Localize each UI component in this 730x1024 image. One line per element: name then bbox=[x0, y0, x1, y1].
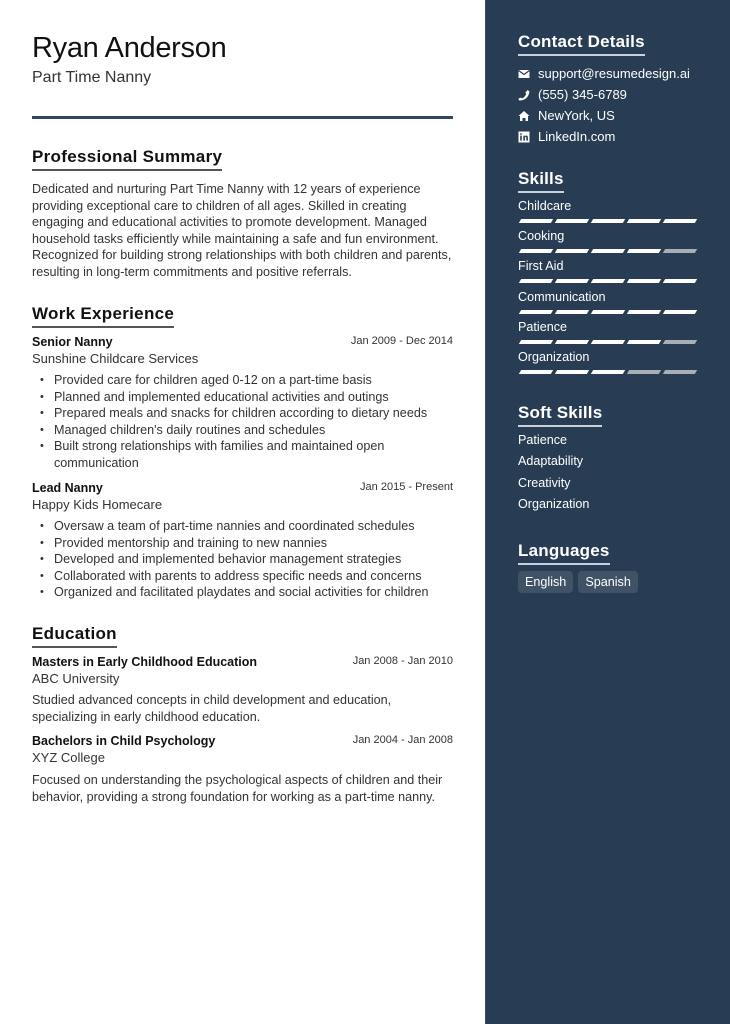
skill-name: Communication bbox=[518, 289, 606, 304]
bullet-item: • Provided care for children aged 0-12 on a part-time basis bbox=[54, 372, 459, 389]
languages-list bbox=[518, 571, 638, 593]
skill-segment bbox=[591, 310, 625, 314]
skill-segment bbox=[555, 219, 589, 223]
degree-title: Bachelors in Child Psychology bbox=[32, 734, 216, 748]
skill-segment bbox=[555, 249, 589, 253]
skill-level-bar bbox=[520, 219, 696, 223]
bullet-item: • Developed and implemented behavior management strategies bbox=[54, 551, 459, 568]
contact-phone[interactable] bbox=[518, 87, 627, 102]
skill-segment bbox=[591, 219, 625, 223]
contact-email[interactable] bbox=[518, 66, 690, 81]
skill-segment bbox=[627, 219, 661, 223]
skill-segment bbox=[627, 249, 661, 253]
job-bullets bbox=[54, 518, 459, 601]
skill-name: Organization bbox=[518, 350, 590, 364]
skill-segment bbox=[591, 279, 625, 283]
skills-heading: Skills bbox=[518, 169, 564, 193]
language-chip: English bbox=[518, 571, 573, 593]
skill-level-bar bbox=[520, 340, 696, 344]
job-bullets bbox=[54, 372, 459, 472]
skill-segment bbox=[555, 370, 589, 374]
soft-skill-name: Adaptability bbox=[518, 454, 584, 469]
skill-segment bbox=[663, 370, 697, 374]
skill-segment bbox=[519, 370, 553, 374]
languages-heading: Languages bbox=[518, 541, 610, 565]
school-name: XYZ College bbox=[32, 750, 105, 765]
experience-heading: Work Experience bbox=[32, 304, 174, 328]
candidate-title: Part Time Nanny bbox=[32, 69, 152, 86]
contact-linkedin[interactable] bbox=[518, 129, 615, 144]
language-chip: Spanish bbox=[578, 571, 638, 593]
skill-segment bbox=[555, 279, 589, 283]
skill-segment bbox=[591, 340, 625, 344]
skill-segment bbox=[519, 279, 553, 283]
bullet-item: • Prepared meals and snacks for children according to dietary needs bbox=[54, 405, 459, 422]
skill-segment bbox=[519, 249, 553, 253]
contact-location bbox=[518, 108, 615, 123]
job-date: Jan 2009 - Dec 2014 bbox=[350, 335, 453, 347]
soft-skill-name: Creativity bbox=[518, 475, 571, 490]
degree-title: Masters in Early Childhood Education bbox=[32, 655, 258, 669]
job-company: Sunshine Childcare Services bbox=[32, 351, 199, 366]
education-heading: Education bbox=[32, 624, 117, 648]
skill-segment bbox=[663, 340, 697, 344]
job-title: Senior Nanny bbox=[32, 335, 113, 349]
education-date: Jan 2004 - Jan 2008 bbox=[352, 734, 453, 746]
envelope-icon bbox=[518, 68, 530, 80]
bullet-item: • Built strong relationships with families and maintained open communication bbox=[54, 438, 424, 471]
contact-linkedin-text: LinkedIn.com bbox=[538, 129, 616, 144]
skill-name: Cooking bbox=[518, 229, 565, 244]
education-description: Focused on understanding the psychological aspects of children and their behavior, providing a strong foundation for working as a part-time nanny. bbox=[32, 773, 443, 804]
phone-icon bbox=[518, 89, 530, 101]
skill-level-bar bbox=[520, 279, 696, 283]
summary-heading: Professional Summary bbox=[32, 147, 222, 171]
skill-name: Patience bbox=[518, 319, 568, 334]
skill-level-bar bbox=[520, 249, 696, 253]
skill-segment bbox=[519, 219, 553, 223]
home-icon bbox=[518, 110, 530, 122]
bullet-item: • Provided mentorship and training to new nannies bbox=[54, 535, 459, 552]
skill-name: Childcare bbox=[518, 199, 572, 213]
job-title: Lead Nanny bbox=[32, 481, 103, 495]
job-date: Jan 2015 - Present bbox=[360, 481, 453, 493]
skill-segment bbox=[663, 249, 697, 253]
skill-name: First Aid bbox=[518, 259, 564, 274]
skill-segment bbox=[663, 279, 697, 283]
bullet-item: • Organized and facilitated playdates and social activities for children bbox=[54, 584, 459, 601]
skill-segment bbox=[555, 340, 589, 344]
contact-phone-text: (555) 345-6789 bbox=[538, 87, 627, 102]
skill-segment bbox=[663, 219, 697, 223]
school-name: ABC University bbox=[32, 671, 120, 686]
skill-segment bbox=[663, 310, 697, 314]
contact-heading: Contact Details bbox=[518, 32, 645, 56]
skill-level-bar bbox=[520, 370, 696, 374]
skill-segment bbox=[591, 370, 625, 374]
job-company: Happy Kids Homecare bbox=[32, 497, 163, 512]
skill-level-bar bbox=[520, 310, 696, 314]
linkedin-icon bbox=[518, 131, 530, 143]
candidate-name: Ryan Anderson bbox=[32, 32, 227, 64]
skill-segment bbox=[627, 310, 661, 314]
contact-location-text: NewYork, US bbox=[538, 108, 615, 123]
contact-email-text: support@resumedesign.ai bbox=[538, 66, 690, 81]
education-description: Studied advanced concepts in child development and education, specializing in early childhood education. bbox=[32, 693, 392, 724]
soft-skill-name: Patience bbox=[518, 433, 568, 447]
soft-skills-heading: Soft Skills bbox=[518, 403, 602, 427]
summary-text: Dedicated and nurturing Part Time Nanny with 12 years of experience providing exceptional care to children of all ages. Skilled in creating engaging and educational activities to promote development. Managed household tasks efficiently while maintaining a safe and fun environment. Recognized for building strong relationships with both children and parents, resulting in long-term commitments and positive referrals. bbox=[32, 182, 452, 279]
bullet-item: • Managed children's daily routines and schedules bbox=[54, 422, 459, 439]
bullet-item: • Planned and implemented educational activities and outings bbox=[54, 389, 459, 406]
education-date: Jan 2008 - Jan 2010 bbox=[352, 655, 453, 667]
skill-segment bbox=[627, 279, 661, 283]
skill-segment bbox=[519, 340, 553, 344]
skill-segment bbox=[627, 340, 661, 344]
bullet-item: • Collaborated with parents to address specific needs and concerns bbox=[54, 568, 459, 585]
soft-skill-name: Organization bbox=[518, 496, 590, 511]
skill-segment bbox=[591, 249, 625, 253]
bullet-item: • Oversaw a team of part-time nannies and coordinated schedules bbox=[54, 518, 459, 535]
skill-segment bbox=[627, 370, 661, 374]
header-divider bbox=[32, 116, 453, 119]
skill-segment bbox=[555, 310, 589, 314]
sidebar bbox=[485, 0, 730, 1024]
skill-segment bbox=[519, 310, 553, 314]
